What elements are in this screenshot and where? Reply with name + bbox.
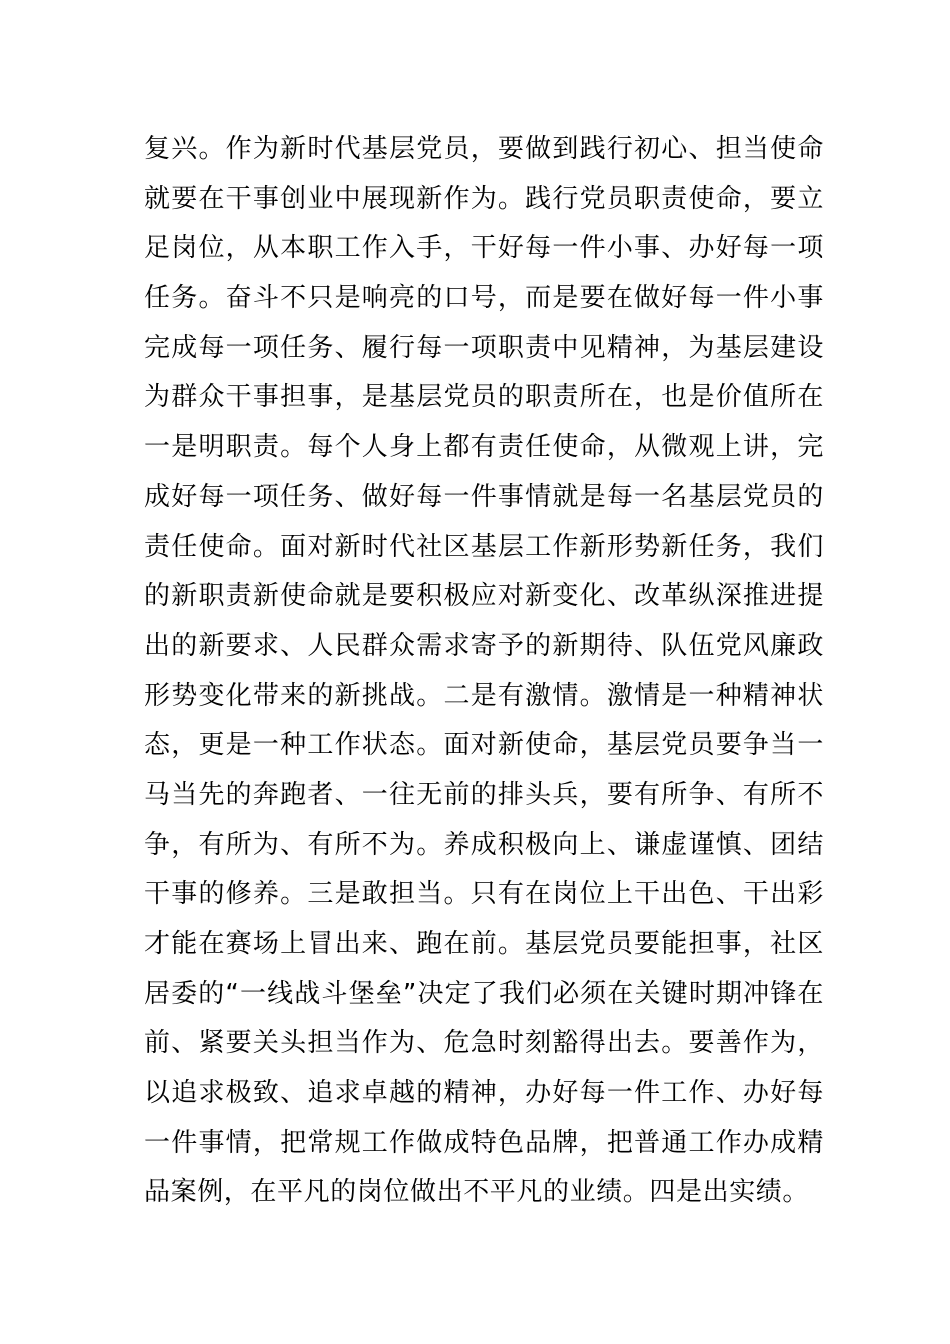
text-line-5: 完成每一项任务、履行每一项职责中见精神，为基层建设 [144, 332, 824, 363]
text-line-3: 足岗位，从本职工作入手，干好每一件小事、办好每一项 [144, 233, 824, 264]
text-line-9: 责任使命。面对新时代社区基层工作新形势新任务，我们 [144, 531, 824, 562]
text-line-14: 马当先的奔跑者、一往无前的排头兵，要有所争、有所不 [144, 779, 824, 810]
text-line-18: 居委的“一线战斗堡垒”决定了我们必须在关键时期冲锋在 [144, 978, 824, 1009]
text-line-1: 复兴。作为新时代基层党员，要做到践行初心、担当使命 [144, 134, 824, 164]
text-line-19: 前、紧要关头担当作为、危急时刻豁得出去。要善作为， [144, 1028, 824, 1059]
body-text [144, 125, 824, 1218]
text-line-13: 态，更是一种工作状态。面对新使命，基层党员要争当一 [144, 730, 824, 761]
text-line-22: 品案例，在平凡的岗位做出不平凡的业绩。四是出实绩。 [144, 1177, 810, 1208]
text-line-11: 出的新要求、人民群众需求寄予的新期待、队伍党风廉政 [144, 630, 824, 661]
text-line-12: 形势变化带来的新挑战。二是有激情。激情是一种精神状 [144, 680, 824, 711]
text-line-8: 成好每一项任务、做好每一件事情就是每一名基层党员的 [144, 481, 824, 512]
text-line-21: 一件事情，把常规工作做成特色品牌，把普通工作办成精 [144, 1127, 824, 1158]
text-line-15: 争，有所为、有所不为。养成积极向上、谦虚谨慎、团结 [144, 829, 824, 860]
text-line-7: 一是明职责。每个人身上都有责任使命，从微观上讲，完 [144, 432, 824, 463]
text-line-16: 干事的修养。三是敢担当。只有在岗位上干出色、干出彩 [144, 879, 824, 910]
text-line-17: 才能在赛场上冒出来、跑在前。基层党员要能担事，社区 [144, 929, 824, 959]
text-line-10: 的新职责新使命就是要积极应对新变化、改革纵深推进提 [144, 581, 824, 612]
text-line-6: 为群众干事担事，是基层党员的职责所在，也是价值所在 [144, 382, 824, 413]
text-line-4: 任务。奋斗不只是响亮的口号，而是要在做好每一件小事 [144, 283, 824, 314]
text-line-20: 以追求极致、追求卓越的精神，办好每一件工作、办好每 [144, 1078, 824, 1109]
text-line-2: 就要在干事创业中展现新作为。践行党员职责使命，要立 [144, 183, 824, 214]
